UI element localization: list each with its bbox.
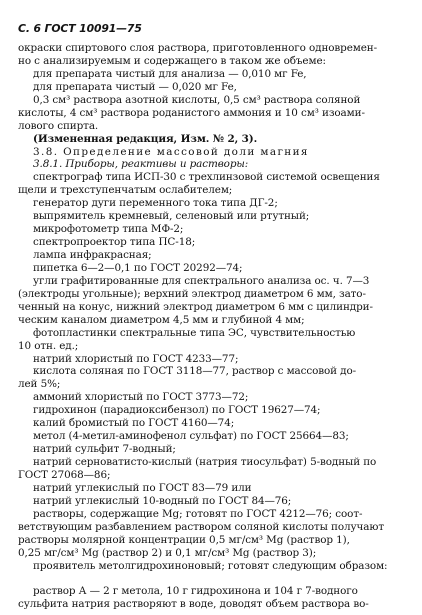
text-line: 0,25 мг/см³ Mg (раствор 2) и 0,1 мг/см³ Mg (раствор 3); bbox=[18, 546, 317, 559]
text-line: (Измененная редакция, Изм. № 2, 3). bbox=[33, 132, 258, 145]
text-line: проявитель метолгидрохиноновый; готовят следующим образом: bbox=[33, 559, 388, 572]
text-line: раствор А — 2 г метола, 10 г гидрохинона и 104 г 7-водного bbox=[33, 585, 358, 598]
text-line: аммоний хлористый по ГОСТ 3773—72; bbox=[33, 391, 249, 404]
text-line: сульфита натрия растворяют в воде, доводят объем раствора во- bbox=[18, 598, 369, 611]
text-line: ческим каналом диаметром 4,5 мм и глубиной 4 мм; bbox=[18, 313, 305, 326]
text-line: растворы молярной концентрации 0,5 мг/см³ Mg (раствор 1), bbox=[18, 533, 350, 546]
text-line: 10 отн. ед.; bbox=[18, 339, 79, 352]
text-line: ГОСТ 27068—86; bbox=[18, 468, 111, 481]
text-line: метол (4-метил-аминофенол сульфат) по ГОСТ 25664—83; bbox=[33, 430, 349, 443]
text-line: гидрохинон (парадиоксибензол) по ГОСТ 19627—74; bbox=[33, 404, 321, 417]
text-line: но с анализируемым и содержащего в таком же объеме: bbox=[18, 54, 326, 67]
text-line: микрофотометр типа МФ-2; bbox=[33, 223, 184, 236]
text-line: натрий углекислый по ГОСТ 83—79 или bbox=[33, 481, 252, 494]
text-line: 3.8.1. Приборы, реактивы и растворы: bbox=[33, 158, 249, 171]
page-header: С. 6 ГОСТ 10091—75 bbox=[18, 22, 142, 35]
text-line: лей 5%; bbox=[18, 378, 61, 391]
text-line: ветствующим разбавлением раствором соляной кислоты получают bbox=[18, 520, 384, 533]
text-line: окраски спиртового слоя раствора, приготовленного одновремен- bbox=[18, 42, 378, 54]
text-line: натрий хлористый по ГОСТ 4233—77; bbox=[33, 352, 239, 365]
text-line: растворы, содержащие Mg; готовят по ГОСТ 4212—76; соот- bbox=[33, 507, 363, 520]
text-line: натрий углекислый 10-водный по ГОСТ 84—76; bbox=[33, 494, 292, 507]
text-line: ченный на конус, нижний электрод диаметром 6 мм с цилиндри- bbox=[18, 300, 373, 313]
text-line: спектропроектор типа ПС-18; bbox=[33, 236, 196, 249]
text-line: натрий сульфит 7-водный; bbox=[33, 443, 176, 456]
text-line: 0,3 см³ раствора азотной кислоты, 0,5 см³ раствора соляной bbox=[33, 93, 361, 106]
text-line: щели и трехступенчатым ослабителем; bbox=[18, 184, 233, 197]
text-line: натрий серноватисто-кислый (натрия тиосульфат) 5-водный по bbox=[33, 456, 377, 468]
text-line: кислота соляная по ГОСТ 3118—77, раствор с массовой до- bbox=[33, 365, 357, 378]
text-line: лампа инфракрасная; bbox=[33, 249, 152, 261]
text-line: пипетка 6—2—0,1 по ГОСТ 20292—74; bbox=[33, 261, 243, 274]
text-line: лового спирта. bbox=[18, 119, 99, 132]
text-line: угли графитированные для спектрального анализа ос. ч. 7—3 bbox=[33, 274, 370, 287]
text-line: калий бромистый по ГОСТ 4160—74; bbox=[33, 417, 235, 430]
text-line: 3.8. Определение массовой доли магния bbox=[33, 145, 309, 158]
text-line bbox=[18, 572, 404, 585]
text-line: выпрямитель кремневый, селеновый или ртутный; bbox=[33, 210, 310, 223]
text-line: для препарата чистый — 0,020 мг Fe, bbox=[33, 80, 237, 93]
text-line: (электроды угольные); верхний электрод диаметром 6 мм, зато- bbox=[18, 287, 366, 300]
document-body bbox=[18, 42, 404, 611]
text-line: для препарата чистый для анализа — 0,010 мг Fe, bbox=[33, 67, 307, 80]
text-line: фотопластинки спектральные типа ЭС, чувствительностью bbox=[33, 326, 356, 339]
text-line: кислоты, 4 см³ раствора роданистого аммония и 10 см³ изоами- bbox=[18, 106, 365, 119]
text-line: спектрограф типа ИСП-30 с трехлинзовой системой освещения bbox=[33, 171, 380, 184]
text-line: генератор дуги переменного тока типа ДГ-2; bbox=[33, 197, 278, 210]
